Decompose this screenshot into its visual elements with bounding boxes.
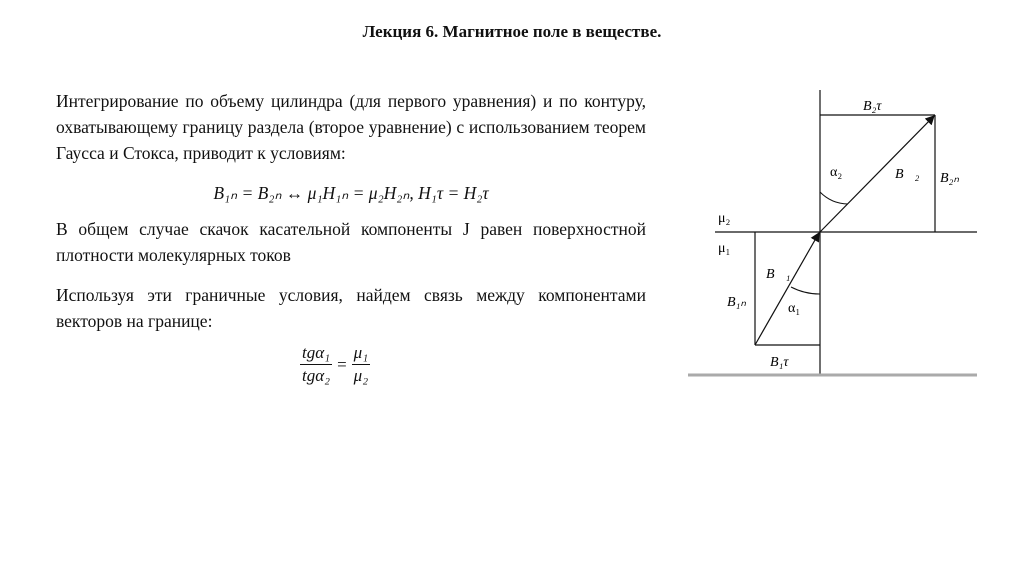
b1-vector-label: B⃗₁ bbox=[766, 267, 791, 282]
paragraph-integration: Интегрирование по объему цилиндра (для первого уравнения) и по контуру, охватывающему границу раздела (второе уравнение) с использованием теорем Гаусса и Стокса, приводит к условиям: bbox=[56, 91, 646, 163]
lecture-title: Лекция 6. Магнитное поле в веществе. bbox=[362, 22, 662, 41]
b1tau-label: B₁τ bbox=[770, 355, 789, 370]
alpha2-arc bbox=[820, 192, 848, 204]
lhs-denominator: tgα₂ bbox=[302, 366, 331, 385]
rhs-denominator: μ₂ bbox=[353, 366, 369, 385]
b1n-label: B₁ₙ bbox=[727, 295, 746, 310]
paragraph-tangential-jump: В общем случае скачок касательной компоненты J равен поверхностной плотности молекулярных токов bbox=[56, 219, 646, 265]
paragraph-using-conditions: Используя эти граничные условия, найдем связь между компонентами векторов на границе: bbox=[56, 285, 646, 331]
boundary-conditions-equation: B₁ₙ = B₂ₙ ↔ μ₁H₁ₙ = μ₂H₂ₙ, H₁τ = H₂τ bbox=[213, 183, 489, 203]
boundary-refraction-diagram bbox=[680, 80, 980, 380]
b2n-label: B₂ₙ bbox=[940, 171, 959, 186]
rhs-numerator: μ₁ bbox=[352, 343, 370, 365]
refraction-law-equation bbox=[300, 343, 370, 386]
mu1-label: μ₁ bbox=[718, 241, 731, 256]
b2tau-label: B₂τ bbox=[863, 99, 882, 114]
equals-sign: = bbox=[337, 354, 347, 374]
alpha1-label: α₁ bbox=[788, 301, 801, 316]
b1-vector-arrow bbox=[755, 233, 819, 345]
alpha1-arc bbox=[791, 287, 820, 294]
b2-vector-label: B⃗₂ bbox=[895, 167, 920, 182]
lhs-numerator: tgα₁ bbox=[300, 343, 332, 365]
mu2-label: μ₂ bbox=[718, 211, 731, 226]
alpha2-label: α₂ bbox=[830, 165, 843, 180]
